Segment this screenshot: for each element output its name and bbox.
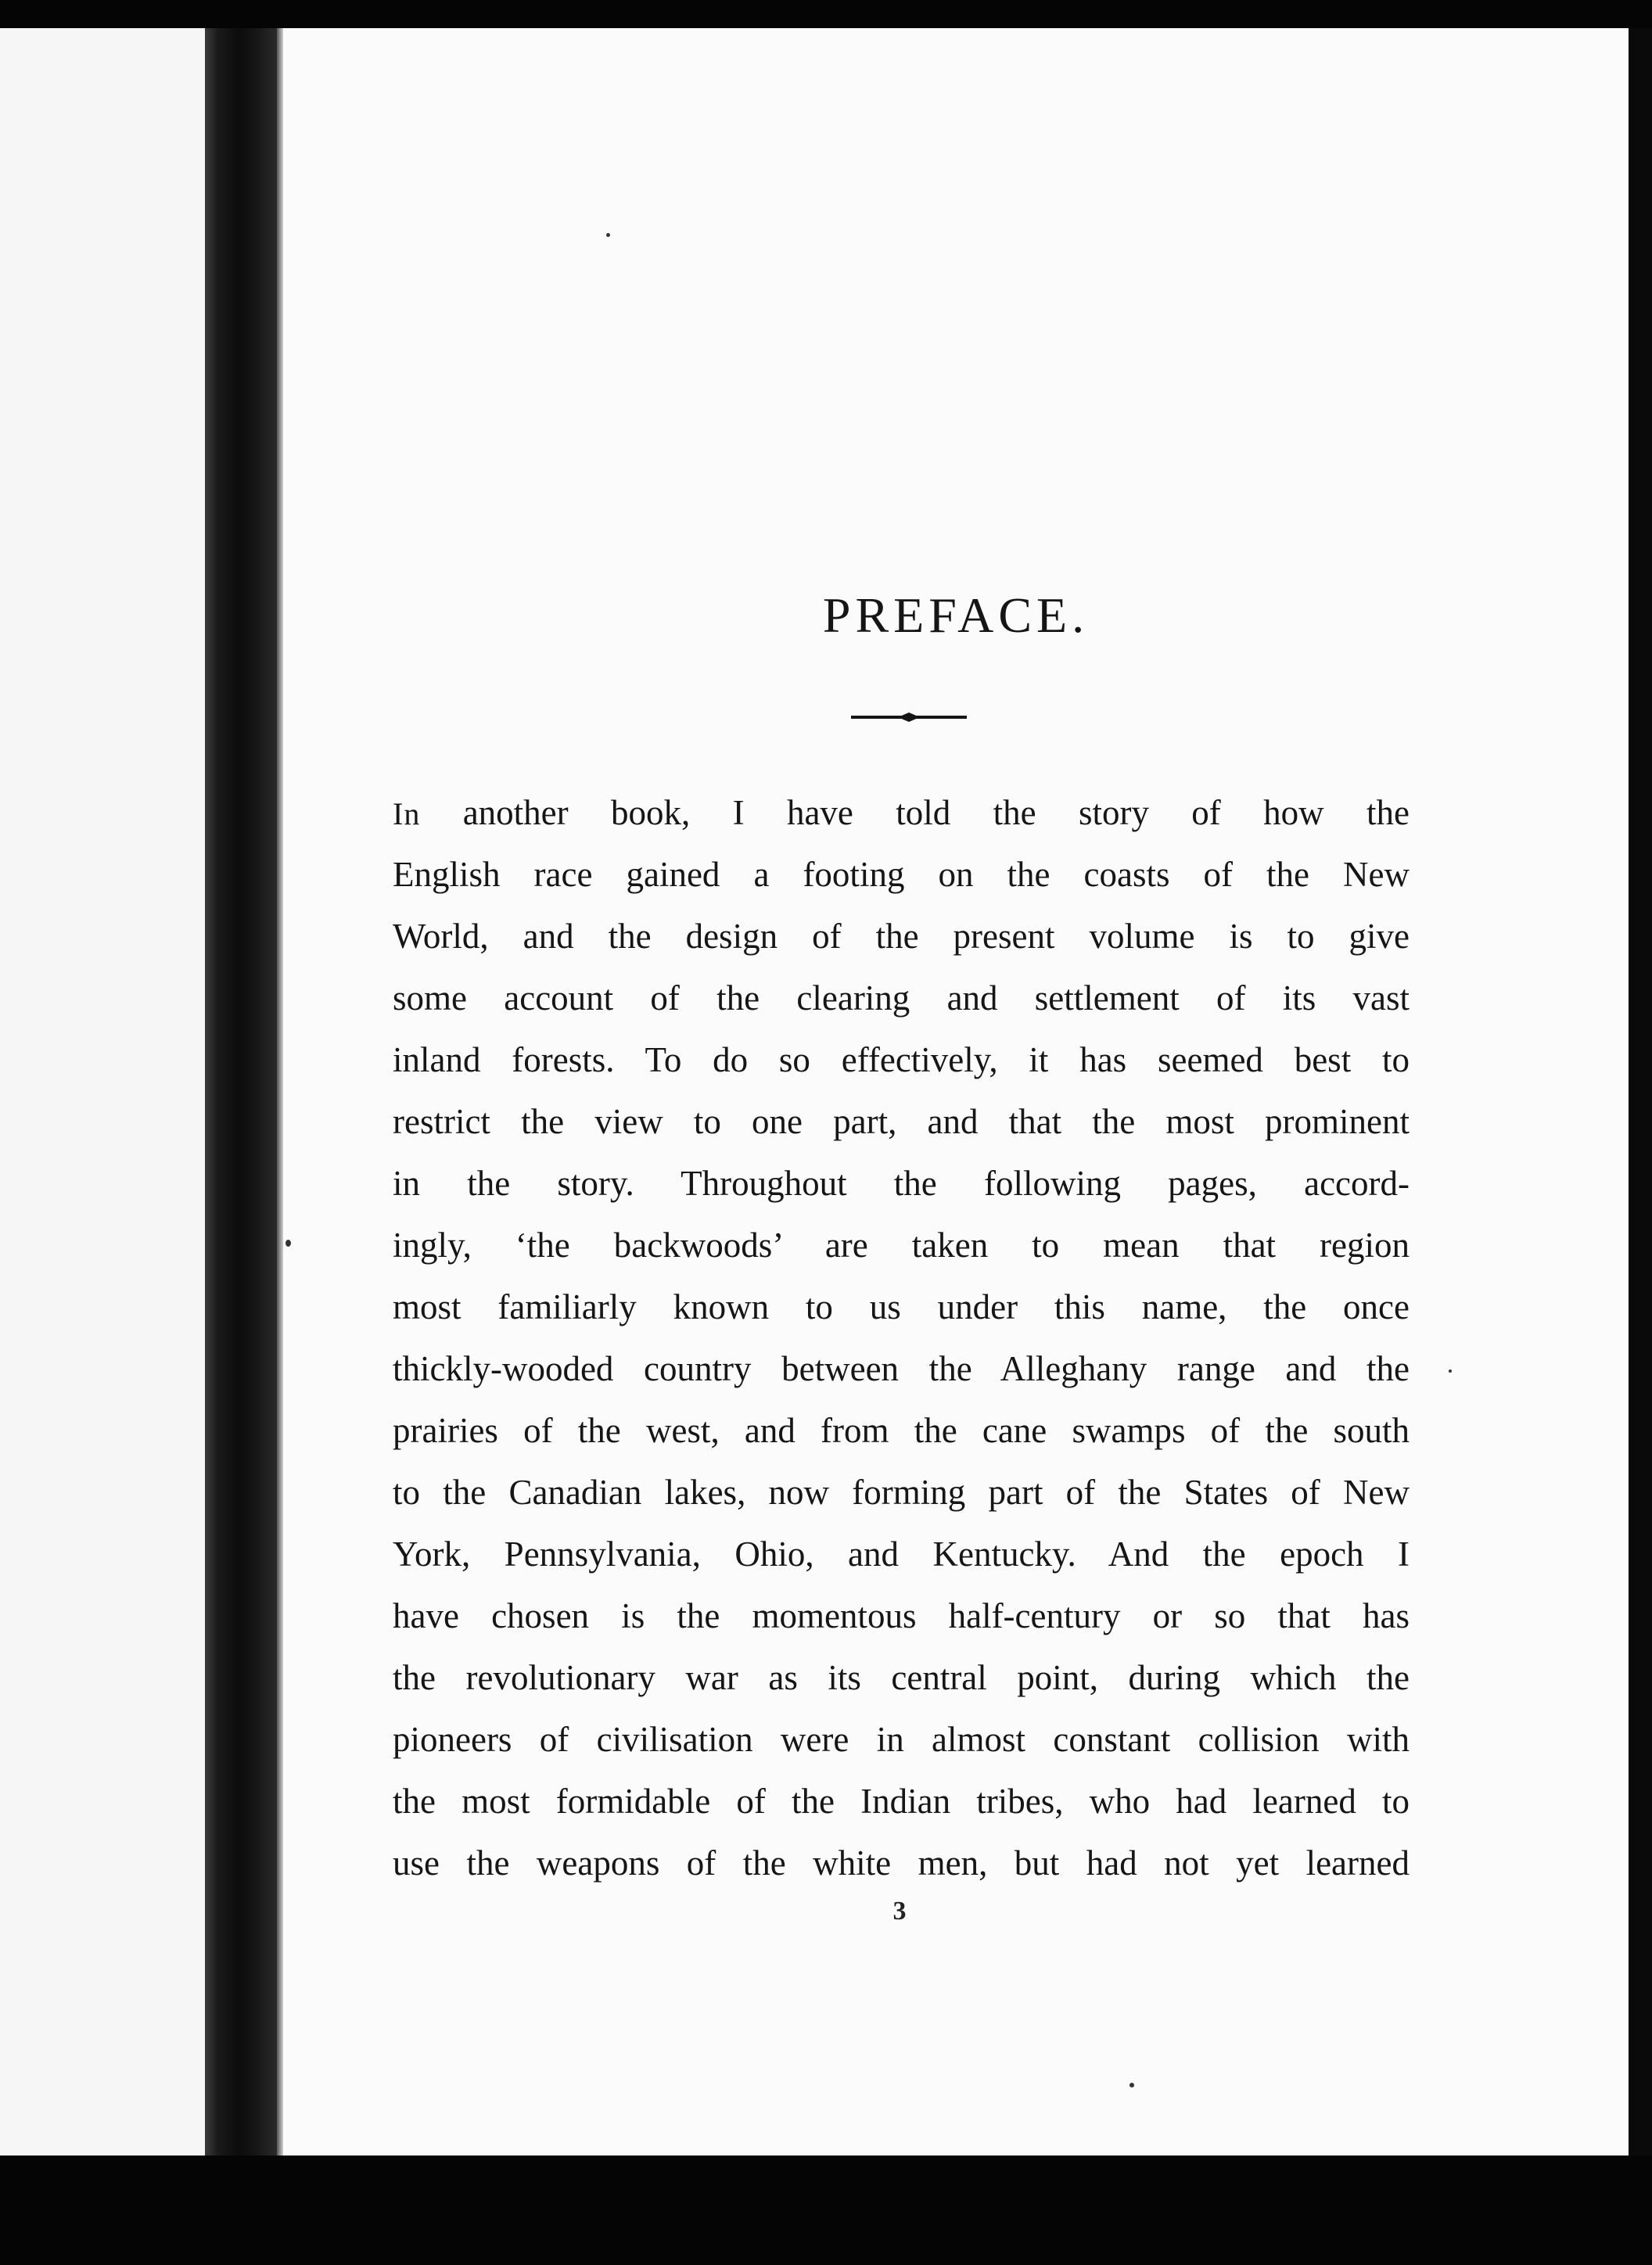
text-line	[393, 782, 1410, 844]
text-line: most familiarly known to us under this name, the once	[393, 1287, 1410, 1326]
scan-right-edge	[1629, 28, 1652, 2156]
page-number: 3	[892, 1897, 907, 1926]
preface-paragraph	[393, 782, 1410, 1894]
scan-bottom-border	[0, 2156, 1652, 2265]
left-blank-page	[0, 28, 205, 2156]
paper-speck	[1129, 2083, 1134, 2087]
text-line: pioneers of civilisation were in almost constant collision with	[393, 1720, 1410, 1759]
text-line: English race gained a footing on the coasts of the New	[393, 855, 1410, 894]
text-line: inland forests. To do so effectively, it has seemed best to	[393, 1040, 1410, 1079]
paper-speck	[1449, 1369, 1452, 1373]
gutter-edge	[277, 28, 283, 2156]
paper-speck	[286, 1240, 291, 1247]
text-line: to the Canadian lakes, now forming part of the States of New	[393, 1473, 1410, 1512]
text-line: thickly-wooded country between the Alleghany range and the	[393, 1349, 1410, 1388]
paper-speck	[606, 233, 610, 237]
title-rule-ornament	[851, 712, 967, 723]
text-line: York, Pennsylvania, Ohio, and Kentucky. And the epoch I	[393, 1535, 1410, 1574]
text-line: the most formidable of the Indian tribes, who had learned to	[393, 1782, 1410, 1821]
text-line-content: another book, I have told the story of how the	[420, 793, 1410, 832]
text-line: the revolutionary war as its central point, during which the	[393, 1658, 1410, 1697]
small-caps-opening-word: In	[393, 796, 421, 831]
scan-top-border	[0, 0, 1652, 28]
text-line: some account of the clearing and settlement of its vast	[393, 978, 1410, 1018]
text-line: ingly, ‘the backwoods’ are taken to mean that region	[393, 1226, 1410, 1265]
text-line: restrict the view to one part, and that the most prominent	[393, 1102, 1410, 1141]
text-line: World, and the design of the present volume is to give	[393, 917, 1410, 956]
text-line: prairies of the west, and from the cane swamps of the south	[393, 1411, 1410, 1450]
text-line: use the weapons of the white men, but had not yet learned	[393, 1843, 1410, 1883]
book-gutter	[205, 28, 277, 2156]
page-title: PREFACE.	[822, 587, 1090, 643]
text-line: in the story. Throughout the following pages, accord-	[393, 1164, 1410, 1203]
text-line: have chosen is the momentous half-century or so that has	[393, 1596, 1410, 1635]
